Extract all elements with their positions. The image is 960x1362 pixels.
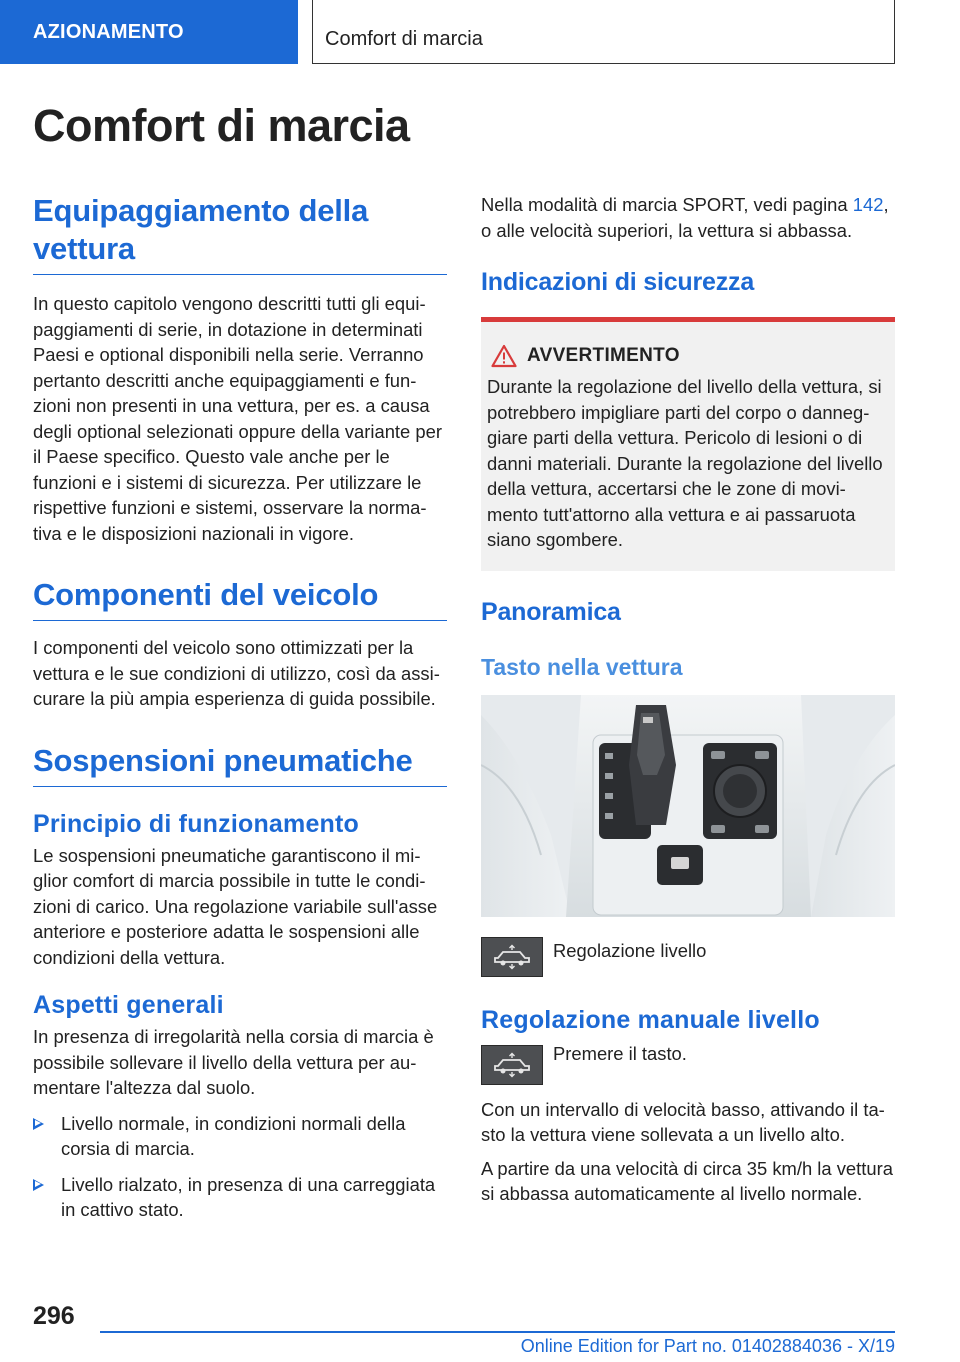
- level-list: [33, 1111, 447, 1223]
- safety-heading: Indicazioni di sicurezza: [481, 268, 755, 296]
- warning-triangle-icon: [491, 344, 517, 368]
- equipment-heading: Equipaggiamento della vettura: [33, 192, 447, 275]
- level-adjust-key: [481, 937, 543, 977]
- suspension-heading: Sospensioni pneumatiche: [33, 742, 447, 787]
- warning-title: AVVERTIMENTO: [527, 345, 680, 366]
- list-item: Livello rialzato, in presenza di una carreggiata in cattivo stato.: [33, 1172, 447, 1223]
- car-level-icon: [490, 944, 534, 970]
- level-adjust-key: [481, 1045, 543, 1085]
- manual-heading: Regolazione manuale livello: [481, 1005, 820, 1034]
- page-title: Comfort di marcia: [33, 100, 410, 151]
- warning-box: [481, 317, 895, 571]
- right-column: [481, 192, 895, 1207]
- equipment-text: In questo capitolo vengono descritti tutti gli equipaggiamenti di serie, in dotazione in determinati Paesi e optional disponibili nella serie. Verranno pertanto descritti anche equipaggiamenti e funzioni non presenti in una vettura, per es. a causa degli optional selezionati oppure della variante per il Paese specifico. Questo vale anche per le funzioni e i sistemi di sicurezza. Per utilizzare le rispettive funzioni e sistemi, osservare la normativa e le disposizioni nazionali in vigore.: [33, 293, 442, 544]
- left-column: [33, 192, 447, 1223]
- sport-text: Nella modalità di marcia SPORT, vedi pagina 142, o alle velocità superiori, la vettura si abbassa.: [481, 194, 889, 241]
- key-legend-row: [481, 937, 895, 977]
- components-heading: Componenti del veicolo: [33, 576, 447, 621]
- key-label: Regolazione livello: [553, 939, 707, 961]
- button-heading: Tasto nella vettura: [481, 653, 683, 680]
- section-tab: AZIONAMENTO: [0, 0, 298, 64]
- manual-text-2: A partire da una velocità di circa 35 km/h la vettura si abbassa automaticamente al livello normale.: [481, 1157, 893, 1204]
- chapter-title: Comfort di marcia: [312, 0, 895, 64]
- page-number: 296: [33, 1302, 75, 1330]
- footer-divider: [100, 1331, 895, 1333]
- overview-heading: Panoramica: [481, 597, 621, 626]
- page-link[interactable]: 142: [852, 194, 884, 215]
- components-text: I componenti del veicolo sono ottimizzati per la vettura e le sue condizioni di utilizzo, così da assicurare la più ampia esperienza di guida possibile.: [33, 637, 440, 709]
- manual-key-row: [481, 1042, 895, 1085]
- center-console-photo: [481, 695, 895, 917]
- general-text: In presenza di irregolarità nella corsia di marcia è possibile sollevare il livello della vettura per aumentare l'altezza dal suolo.: [33, 1026, 434, 1098]
- edition-info: Online Edition for Part no. 01402884036 - X/19: [520, 1336, 895, 1356]
- principle-text: Le sospensioni pneumatiche garantiscono il miglior comfort di marcia possibile in tutte le condizioni di carico. Una regolazione variabile sull'asse anteriore e posteriore adatta le sospensioni alle condizioni della vettura.: [33, 844, 438, 968]
- manual-text-1: Con un intervallo di velocità basso, attivando il tasto la vettura viene sollevata a un livello alto.: [481, 1098, 885, 1145]
- manual-key-text: Premere il tasto.: [553, 1042, 687, 1064]
- car-level-icon: [490, 1052, 534, 1078]
- center-console-illustration: [481, 695, 895, 917]
- list-item: Livello normale, in condizioni normali della corsia di marcia.: [33, 1111, 447, 1162]
- bullet-triangle-icon: [33, 1179, 44, 1191]
- bullet-triangle-icon: [33, 1118, 44, 1130]
- general-heading: Aspetti generali: [33, 991, 224, 1019]
- principle-heading: Principio di funzionamento: [33, 809, 360, 838]
- warning-text: Durante la regolazione del livello della vettura, si potrebbero impigliare parti del corpo o danneggiare parti della vettura. Pericolo di lesioni o di danni materiali. Durante la regolazione del livello della vettura, accertarsi che le zone di movimento tutt'attorno alla vettura e ai passaruota siano sgombere.: [487, 376, 883, 550]
